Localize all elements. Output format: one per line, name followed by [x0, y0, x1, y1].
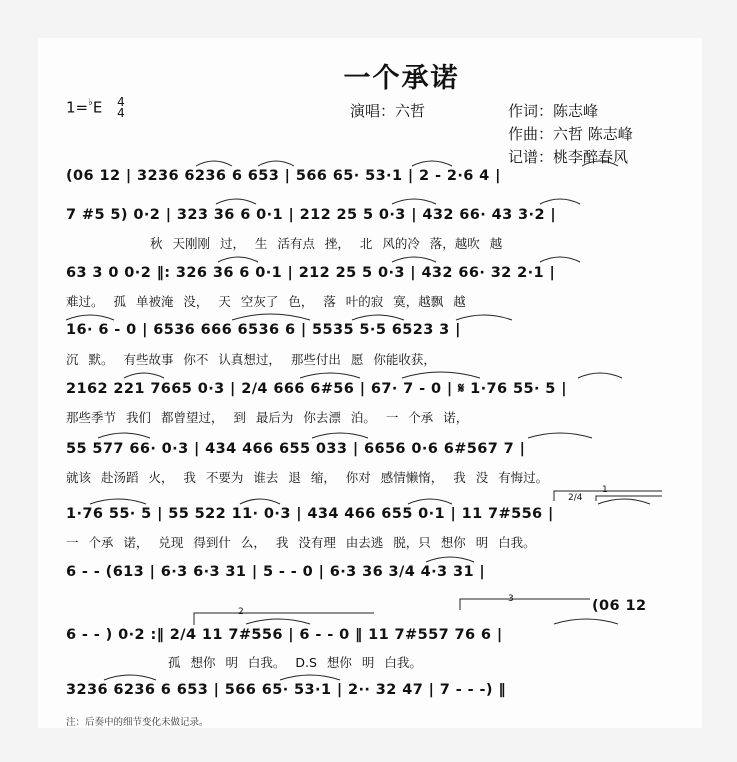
slur	[66, 315, 114, 320]
lyric-line-4: 沉 默。 有些故事 你不 认真想过， 那些付出 愿 你能收获，	[66, 352, 436, 367]
composer-credit: 作曲：六哲 陈志峰	[508, 125, 633, 143]
slur	[352, 315, 404, 320]
song-title: 一个承诺	[343, 63, 460, 94]
footnote: 注：后奏中的细节变化未做记录。	[66, 717, 209, 728]
score-line-6: 55 577 66· 0·3 | 434 466 655 033 | 6656 0·6 6#567 7 |	[66, 441, 526, 457]
slur	[392, 199, 436, 204]
slur	[216, 199, 256, 204]
lyricist-credit: 作词：陈志峰	[508, 102, 599, 120]
lyric-line-9: 孤 想你 明 白我。 D.S 想你 明 白我。	[168, 655, 422, 670]
lyric-line-5: 那些季节 我们 都曾望过， 到 最后为 你去漂 泊。 一 个承 诺，	[66, 410, 469, 425]
slur	[582, 161, 618, 166]
slur	[392, 257, 436, 262]
slur	[540, 257, 580, 262]
score-line-9: 6 - - ) 0·2 :‖ 2/4 11 7#556 | 6 - - 0 ‖ 11 7#557 76 6 |	[66, 627, 503, 643]
score-line-5: 2162 221 7665 0·3 | 2/4 666 6#56 | 67· 7 - 0 | 𝄋 1·76 55· 5 |	[66, 381, 567, 397]
lyric-line-2: 秋 天刚刚 过， 生 活有点 挫， 北 风的冷 落，越吹 越	[150, 236, 503, 251]
lyric-line-7: 一 个承 诺， 兑现 得到什 么， 我 没有理 由去逃 脱，只 想你 明 白我。	[66, 535, 536, 550]
slur	[280, 675, 340, 680]
score-line-10: 3236 6236 6 653 | 566 65· 53·1 | 2·· 32 47 | 7 - - -) ‖	[66, 682, 506, 698]
score-line-7: 1·76 55· 5 | 55 522 11· 0·3 | 434 466 655 0·1 | 11 7#556 |	[66, 506, 554, 522]
slur	[98, 433, 150, 438]
score-line-2: 7 #5 5) 0·2 | 323 36 6 0·1 | 212 25 5 0·3 | 432 66· 43 3·2 |	[66, 207, 557, 223]
slur	[578, 373, 622, 378]
slur	[90, 499, 146, 504]
slur	[196, 161, 232, 166]
score-line-3: 63 3 0 0·2 ‖: 326 36 6 0·1 | 212 25 5 0·3 | 432 66· 32 2·1 |	[66, 265, 556, 281]
score-line-4: 16· 6 - 0 | 6536 666 6536 6 | 5535 5·5 6523 3 |	[66, 322, 461, 338]
slur	[258, 161, 294, 166]
slur	[300, 373, 360, 378]
tag-notes: (06 12	[592, 598, 647, 614]
lyric-line-3: 难过。 孤 单被淹 没， 天 空灰了 色， 落 叶的寂 寞，越飘 越	[66, 294, 466, 309]
transcriber-credit: 记谱：桃李醉春风	[508, 148, 629, 166]
volta-label-1b: 2/4	[568, 493, 583, 503]
slur	[402, 372, 480, 378]
lyric-line-6: 就该 赴汤蹈 火， 我 不要为 谁去 退 缩， 你对 感情懒惰， 我 没 有悔过。	[66, 470, 549, 485]
volta-label-1a: 1	[602, 485, 608, 495]
time-top: 4	[117, 95, 125, 109]
score-line-1: (06 12 | 3236 6236 6 653 | 566 65· 53·1 | 2 - 2·6 4 |	[66, 168, 501, 184]
flat-sign: ♭	[88, 97, 93, 108]
slur	[528, 433, 592, 438]
key-note: E	[92, 98, 103, 117]
slur	[312, 433, 368, 438]
slur	[554, 619, 618, 624]
slur	[232, 314, 310, 320]
slur	[246, 619, 310, 624]
slur	[598, 499, 650, 504]
slur	[456, 315, 512, 320]
volta-label-2: 2	[238, 607, 244, 617]
slur	[104, 675, 156, 680]
slur	[412, 161, 452, 166]
slur	[124, 373, 164, 378]
volta-bracket-1-inner	[596, 496, 662, 501]
volta-label-3: 3	[508, 594, 514, 604]
key-prefix: 1=	[66, 98, 89, 117]
slur	[218, 257, 258, 262]
slur	[240, 499, 280, 504]
singer-credit: 演唱：六哲	[350, 102, 426, 120]
volta-bracket-3	[460, 599, 590, 610]
score-line-8: 6 - - (613 | 6·3 6·3 31 | 5 - - 0 | 6·3 36 3/4 4·3 31 |	[66, 564, 486, 580]
slur	[408, 499, 452, 504]
time-bottom: 4	[117, 106, 125, 120]
slur	[540, 199, 580, 204]
slur	[426, 557, 474, 562]
